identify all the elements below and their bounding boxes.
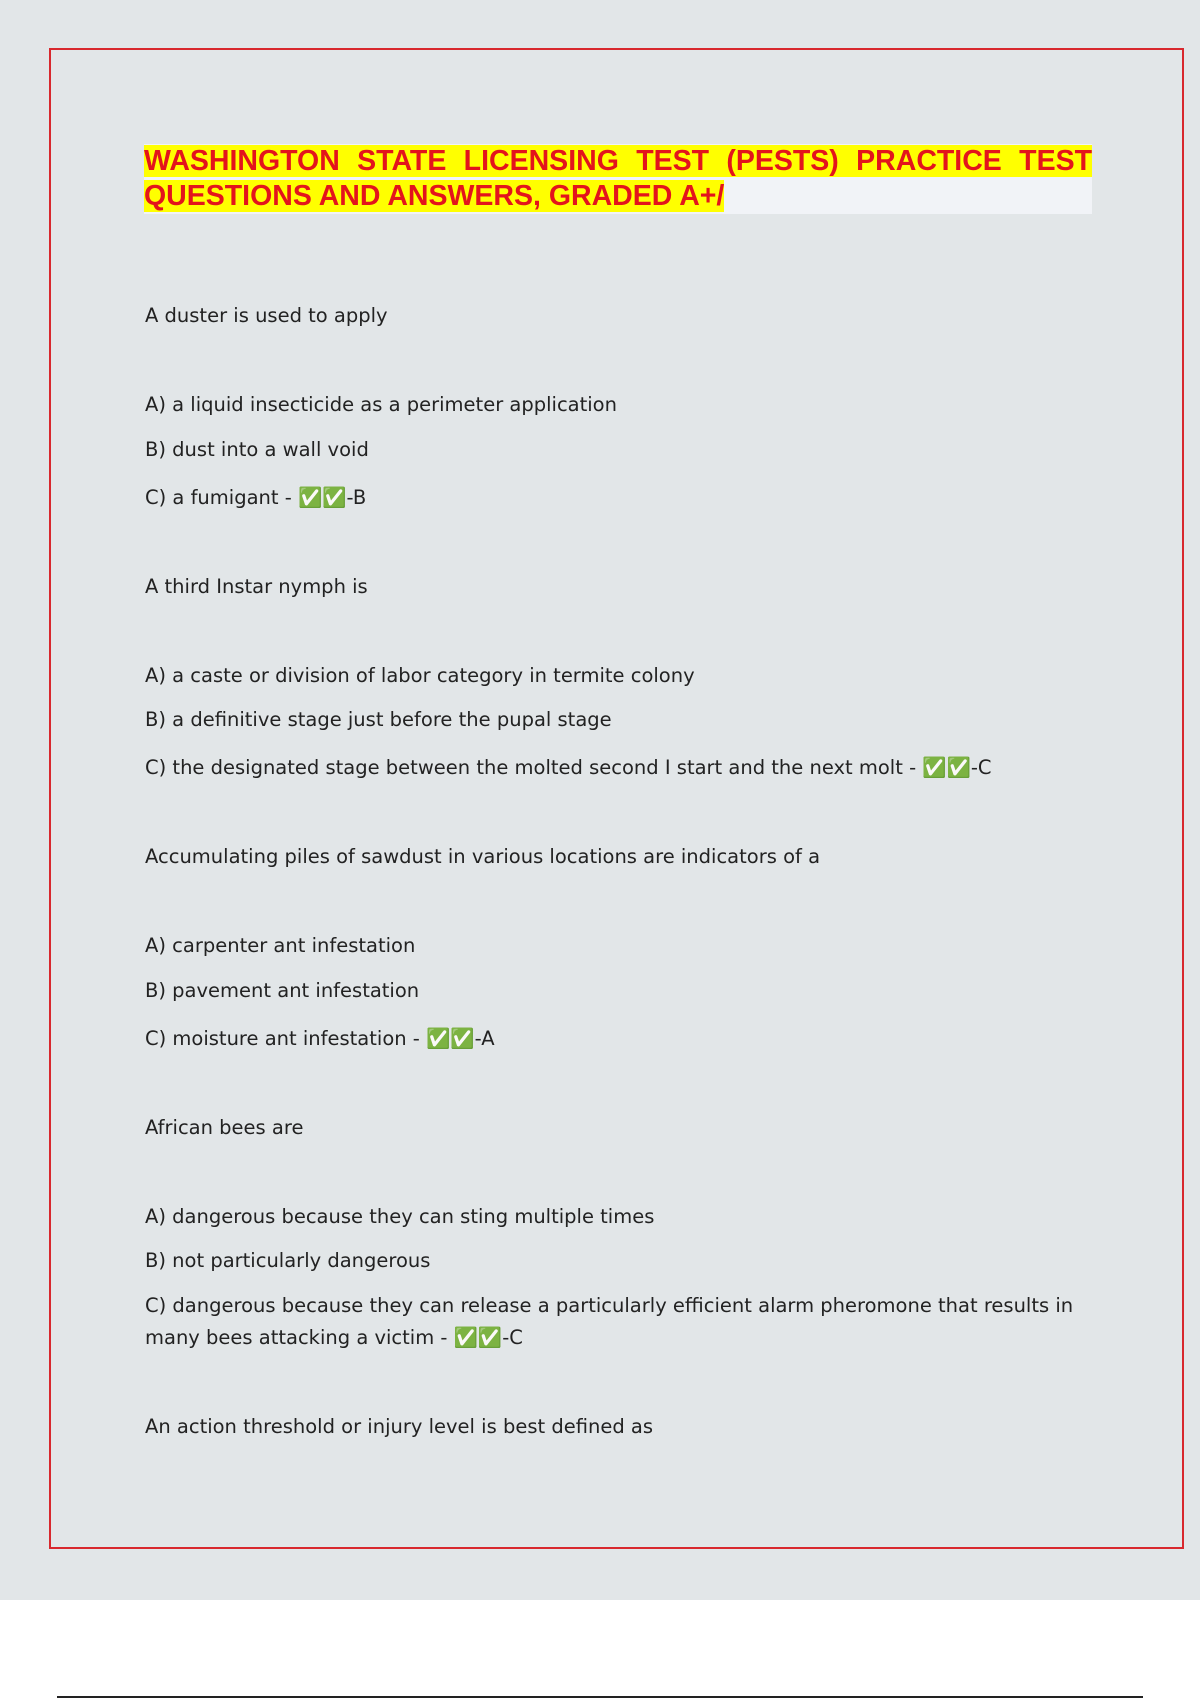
answer-option: C) the designated stage between the molted second I start and the next molt - ✅✅-C bbox=[145, 756, 992, 779]
answer-option: B) a definitive stage just before the pupal stage bbox=[145, 708, 612, 731]
answer-option: B) dust into a wall void bbox=[145, 438, 369, 461]
answer-option: C) a fumigant - ✅✅-B bbox=[145, 486, 367, 509]
footer-rule bbox=[57, 1696, 1143, 1698]
answer-option: C) moisture ant infestation - ✅✅-A bbox=[145, 1027, 495, 1050]
title-highlight: WASHINGTON STATE LICENSING TEST (PESTS) PRACTICE TEST QUESTIONS AND ANSWERS, GRADED A+/ bbox=[144, 145, 1092, 212]
document-title bbox=[144, 144, 1092, 214]
answer-option: A) dangerous because they can sting multiple times bbox=[145, 1205, 655, 1228]
question-text: An action threshold or injury level is best defined as bbox=[145, 1415, 654, 1438]
question-text: A third Instar nymph is bbox=[145, 575, 368, 598]
question-text: A duster is used to apply bbox=[145, 304, 388, 327]
answer-option: A) a liquid insecticide as a perimeter application bbox=[145, 393, 617, 416]
answer-option: B) not particularly dangerous bbox=[145, 1249, 431, 1272]
answer-option: C) dangerous because they can release a particularly efficient alarm pheromone that results in many bees attacking a victim - ✅✅-C bbox=[145, 1294, 1074, 1349]
question-text: Accumulating piles of sawdust in various locations are indicators of a bbox=[145, 845, 821, 868]
answer-option: A) a caste or division of labor category in termite colony bbox=[145, 664, 695, 687]
question-text: African bees are bbox=[145, 1116, 304, 1139]
answer-option: B) pavement ant infestation bbox=[145, 979, 420, 1002]
title-block bbox=[144, 144, 1092, 214]
answer-option: A) carpenter ant infestation bbox=[145, 934, 416, 957]
